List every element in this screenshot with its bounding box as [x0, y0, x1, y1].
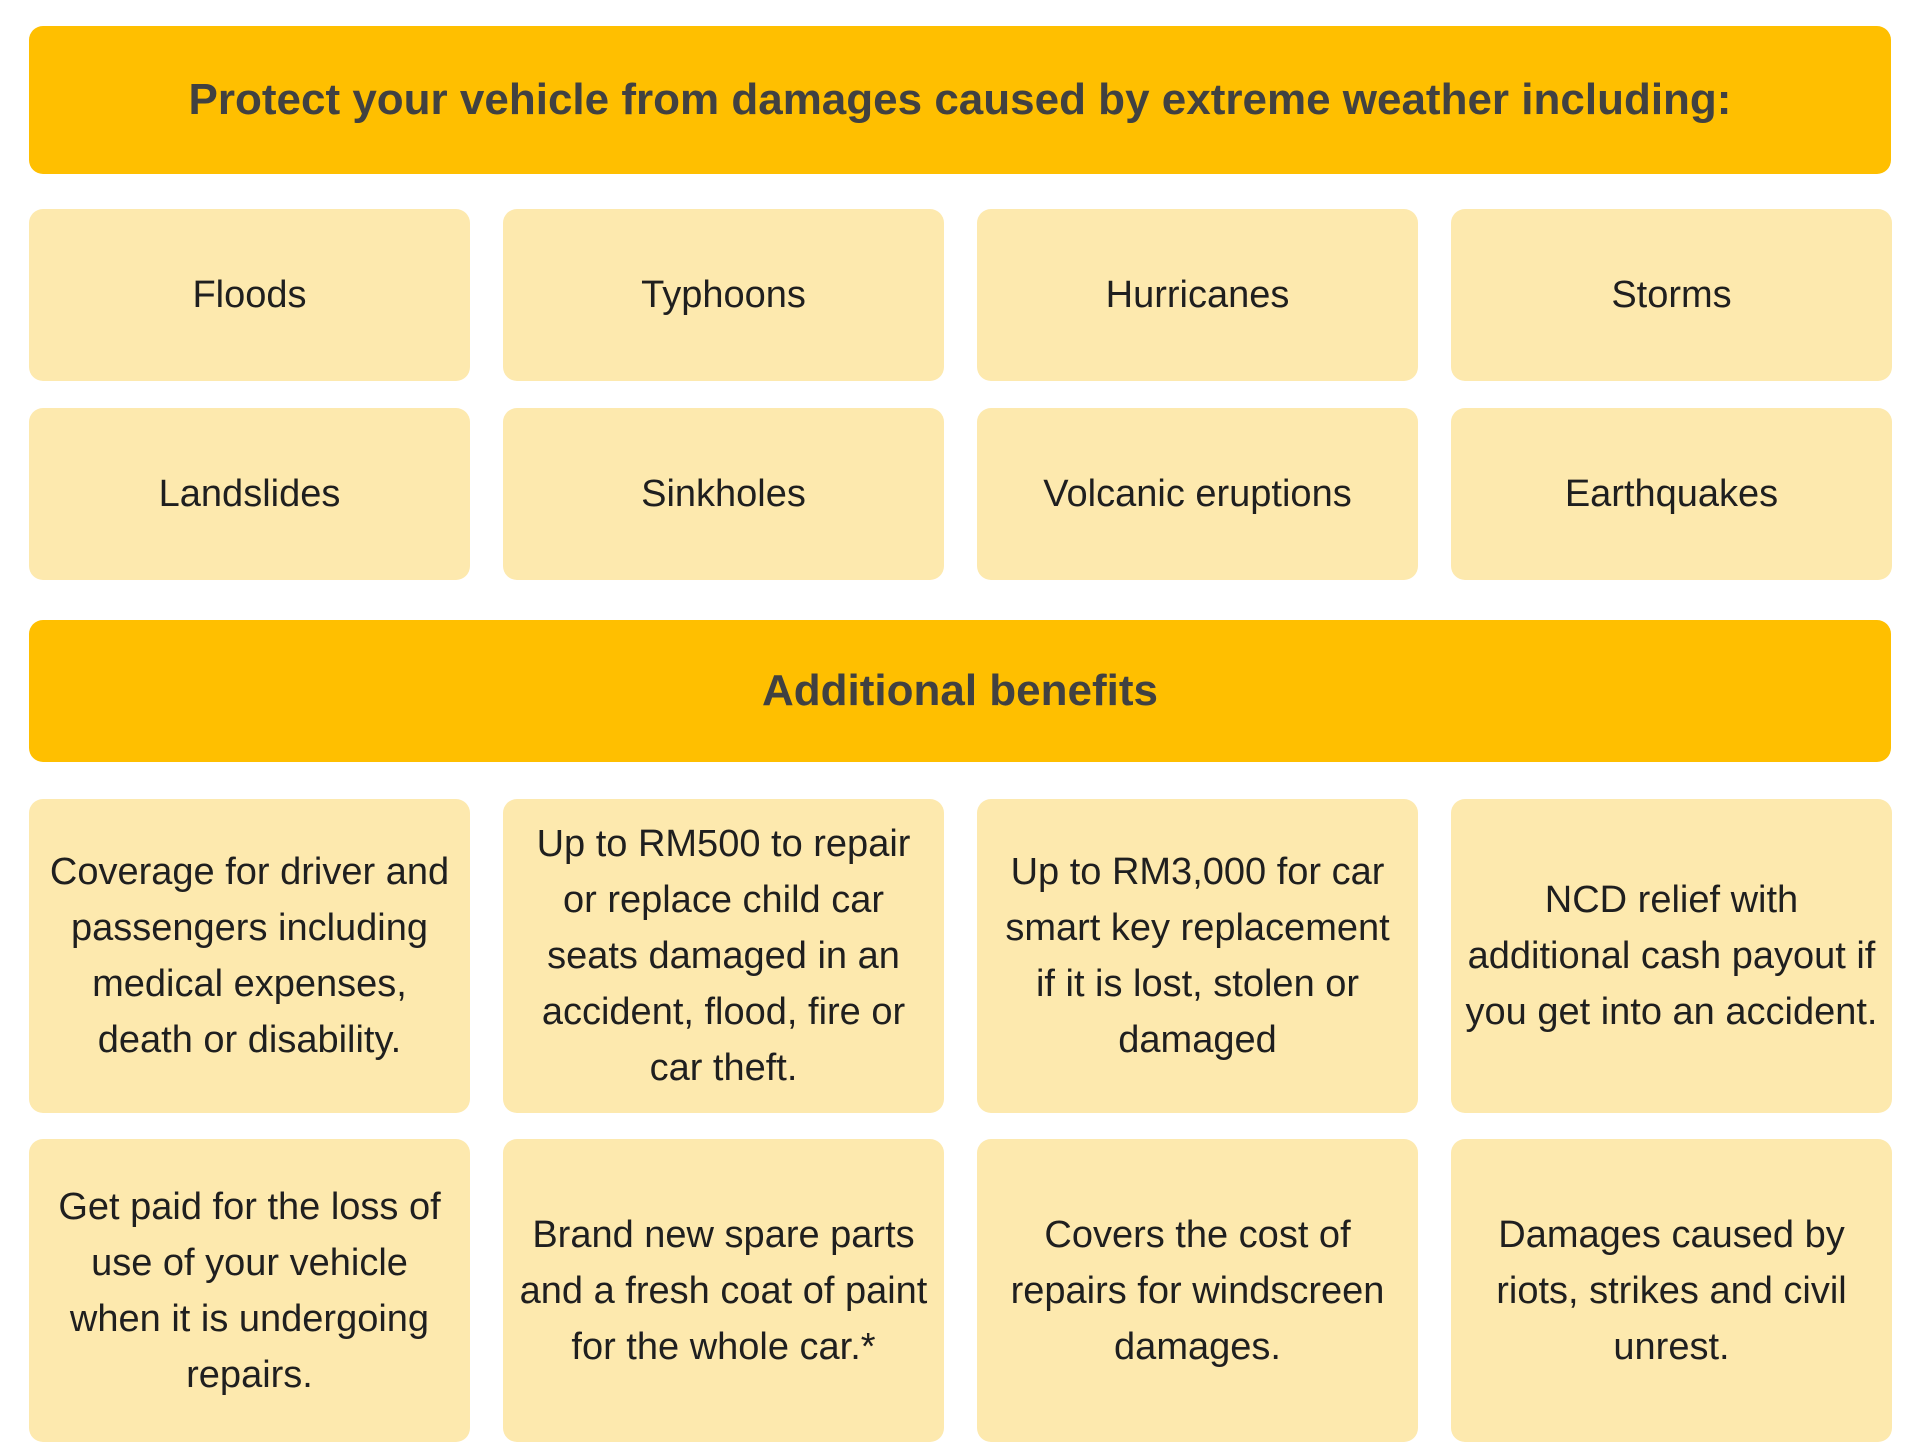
hazard-tile-sinkholes: Sinkholes	[503, 408, 944, 580]
benefit-tile-windscreen: Covers the cost of repairs for windscreen damages.	[977, 1139, 1418, 1442]
weather-hazard-grid	[29, 209, 1891, 580]
benefit-tile-smart-key: Up to RM3,000 for car smart key replacement if it is lost, stolen or damaged	[977, 799, 1418, 1113]
benefit-tile-loss-of-use: Get paid for the loss of use of your vehicle when it is undergoing repairs.	[29, 1139, 470, 1442]
hazard-tile-volcanic-eruptions: Volcanic eruptions	[977, 408, 1418, 580]
weather-coverage-title: Protect your vehicle from damages caused by extreme weather including:	[188, 75, 1732, 124]
hazard-tile-typhoons: Typhoons	[503, 209, 944, 381]
benefits-grid	[29, 799, 1891, 1442]
weather-coverage-banner	[29, 26, 1891, 174]
benefit-tile-personal-accident: Coverage for driver and passengers including medical expenses, death or disability.	[29, 799, 470, 1113]
hazard-tile-hurricanes: Hurricanes	[977, 209, 1418, 381]
benefit-tile-riots-strikes: Damages caused by riots, strikes and civil unrest.	[1451, 1139, 1892, 1442]
hazard-tile-landslides: Landslides	[29, 408, 470, 580]
additional-benefits-title: Additional benefits	[762, 666, 1158, 715]
hazard-tile-earthquakes: Earthquakes	[1451, 408, 1892, 580]
hazard-tile-storms: Storms	[1451, 209, 1892, 381]
additional-benefits-banner	[29, 620, 1891, 762]
benefit-tile-ncd-relief: NCD relief with additional cash payout if you get into an accident.	[1451, 799, 1892, 1113]
benefit-tile-child-car-seat: Up to RM500 to repair or replace child car seats damaged in an accident, flood, fire or car theft.	[503, 799, 944, 1113]
benefit-tile-spare-parts: Brand new spare parts and a fresh coat of paint for the whole car.*	[503, 1139, 944, 1442]
hazard-tile-floods: Floods	[29, 209, 470, 381]
